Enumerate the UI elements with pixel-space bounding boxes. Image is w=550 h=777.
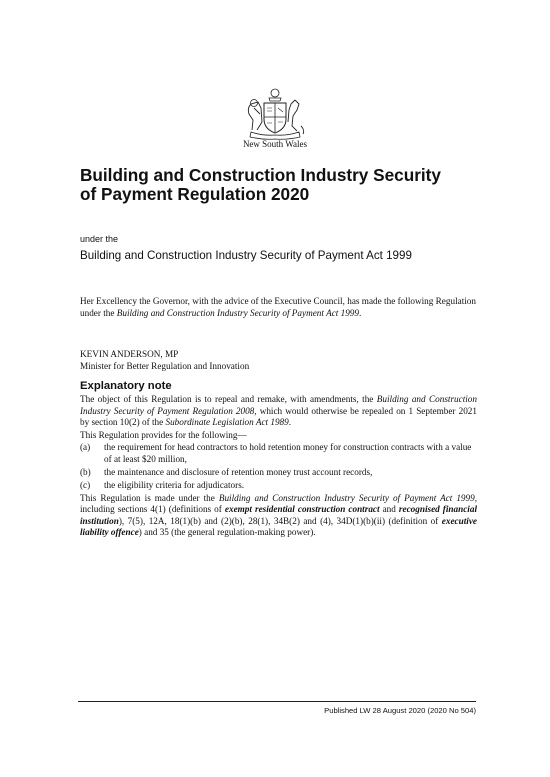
publication-footer: Published LW 28 August 2020 (2020 No 504) (324, 706, 476, 715)
list-item-text: the eligibility criteria for adjudicators. (104, 479, 245, 490)
title-line-2: of Payment Regulation 2020 (80, 184, 310, 204)
p3-text-d: ), 7(5), 12A, 18(1)(b) and (2)(b), 28(1), 34B(2) and (4), 34D(1)(b)(ii) (definition of (118, 515, 442, 526)
regulation-title (80, 166, 480, 204)
defined-term-2: recognised financial institution (80, 504, 478, 526)
explanatory-paragraph-2: This Regulation provides for the following— (80, 429, 247, 440)
p3-act-italic: Building and Construction Industry Security of Payment Act 1999 (218, 492, 475, 503)
list-item-label: (b) (80, 466, 91, 477)
title-line-1: Building and Construction Industry Security (80, 165, 441, 185)
explanatory-paragraph-3 (80, 493, 477, 539)
list-item (80, 480, 477, 492)
p3-text-b: , including sections 4(1) (definitions of (80, 492, 477, 514)
enabling-act-name: Building and Construction Industry Security of Payment Act 1999 (80, 249, 412, 262)
list-item-label: (a) (80, 442, 91, 452)
making-statement (80, 296, 476, 319)
p1-sla-italic: Subordinate Legislation Act 1989 (165, 417, 289, 427)
explanatory-paragraph-1 (80, 394, 477, 429)
nsw-coat-of-arms-icon (243, 86, 307, 140)
p1-text-a: The object of this Regulation is to repeal and remake, with amendments, the (80, 394, 377, 404)
under-the-label: under the (80, 234, 119, 244)
making-text-end: . (359, 307, 362, 318)
minister-role: Minister for Better Regulation and Innovation (80, 360, 250, 371)
minister-block (80, 349, 476, 372)
list-item (80, 467, 477, 479)
p1-text-b: , which would otherwise be repealed on 1 September 2021 by section 10(2) of the (80, 405, 477, 427)
list-item-text: the maintenance and disclosure of retention money trust account records, (104, 466, 373, 477)
p1-text-c: . (288, 417, 292, 427)
p3-text-e: ) and 35 (the general regulation-making power). (138, 527, 316, 537)
p1-regulation-italic: Building and Construction Industry Security of Payment Regulation 2008 (80, 394, 477, 416)
jurisdiction-label: New South Wales (242, 139, 308, 149)
p3-text-c: and (379, 504, 399, 514)
making-act-italic: Building and Construction Industry Security of Payment Act 1999 (116, 307, 359, 318)
defined-term-3: executive liability offence (80, 515, 477, 537)
list-item-label: (c) (80, 479, 91, 490)
p3-text-a: This Regulation is made under the (80, 492, 219, 503)
explanatory-note-heading: Explanatory note (80, 380, 172, 392)
explanatory-note-body (80, 394, 477, 540)
making-text: Her Excellency the Governor, with the advice of the Executive Council, has made the following Regulation under the (80, 296, 476, 318)
list-item (80, 442, 477, 465)
defined-term-1: exempt residential construction contract (224, 504, 380, 514)
footer-divider (78, 701, 476, 702)
minister-name: KEVIN ANDERSON, MP (80, 349, 179, 359)
list-item-text: the requirement for head contractors to hold retention money for construction contracts with a value of at least $20 million, (104, 442, 472, 464)
